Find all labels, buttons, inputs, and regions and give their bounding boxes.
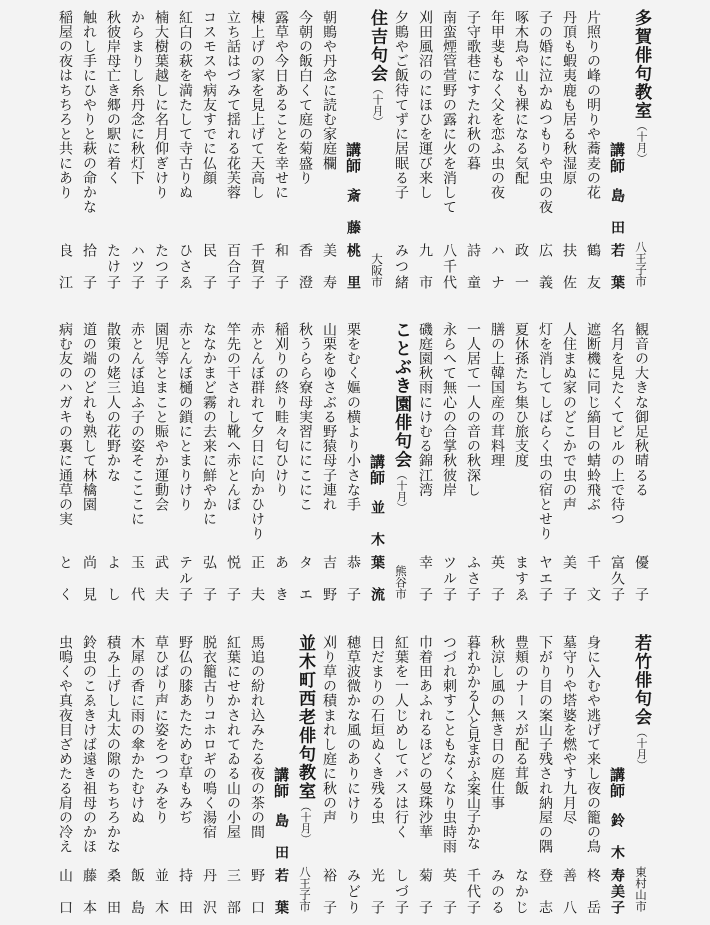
haiku-author: 詩童 (465, 243, 481, 289)
haiku-entry (317, 0, 341, 300)
haiku-author: タエ (297, 555, 313, 601)
haiku-author: 正夫 (249, 555, 265, 601)
haiku-author: 幸子 (417, 555, 433, 601)
group-title-text: 並木町西老俳句教室 (295, 634, 315, 801)
haiku-entry (197, 0, 221, 300)
haiku-entry (533, 625, 557, 925)
haiku-text: 日だまりの石垣ぬくき残る虫 (369, 635, 385, 825)
haiku-entry (317, 625, 341, 925)
haiku-author: ますゑ (513, 555, 529, 601)
teacher-label: 講師 (344, 142, 362, 174)
haiku-text: 稲刈りの終り畦々匂ひけり (273, 322, 289, 498)
haiku-text: 人住まぬ家のどこかで虫の声 (561, 322, 577, 512)
haiku-text: 虫鳴くや真夜目ざめたる肩の冷え (57, 635, 73, 854)
haiku-author: 鶴友 (585, 243, 601, 289)
haiku-entry (509, 625, 533, 925)
haiku-author: なかじ (513, 868, 529, 914)
teacher-given-name: 寿美子 (609, 868, 625, 914)
teacher-family-name: 鈴木 (609, 813, 625, 859)
haiku-entry (269, 312, 293, 612)
haiku-author: 百合子 (225, 243, 241, 289)
haiku-text: 赤とんぼ樋の鎖にとまりけり (177, 322, 193, 512)
haiku-author: 拾子 (81, 243, 97, 289)
haiku-author: 美寿 (321, 243, 337, 289)
haiku-author: 山口 (57, 868, 73, 914)
haiku-entry (245, 625, 269, 925)
haiku-text: 紅白の萩を満たして寺古りぬ (177, 10, 193, 200)
haiku-author: みのる (489, 868, 505, 914)
haiku-author: よし (105, 555, 121, 601)
haiku-entry (149, 625, 173, 925)
haiku-author: 扶佐 (561, 243, 577, 289)
haiku-author: 美子 (561, 555, 577, 601)
teacher-family-name: 島田 (609, 188, 625, 234)
page-band-top (53, 0, 653, 300)
haiku-text: 啄木鳥や山も裸になる気配 (513, 10, 529, 186)
haiku-text: 露草や今日あることを幸せに (273, 10, 289, 200)
haiku-entry (125, 0, 149, 300)
group-heading (389, 312, 413, 612)
haiku-entry (485, 312, 509, 612)
haiku-text: 刈り草の積まれし庭に秋の声 (321, 635, 337, 825)
haiku-author: 恭子 (345, 555, 361, 601)
haiku-entry (293, 312, 317, 612)
month-label: （十月） (635, 726, 648, 771)
haiku-text: 草ひばり声に姿をつつみをり (153, 635, 169, 825)
haiku-text: 触れし手にひやりと萩の命かな (81, 10, 97, 215)
haiku-entry (461, 0, 485, 300)
haiku-author: ヤエ子 (537, 555, 553, 601)
haiku-entry (389, 625, 413, 925)
haiku-author: 玉代 (129, 555, 145, 601)
haiku-text: 刈田風沼のにほひを運び来し (417, 10, 433, 200)
haiku-entry (53, 625, 77, 925)
haiku-entry (197, 312, 221, 612)
group-title (365, 9, 389, 127)
group-heading (629, 625, 653, 925)
haiku-entry (125, 312, 149, 612)
haiku-entry (485, 625, 509, 925)
haiku-author: 飯島 (129, 868, 145, 914)
haiku-text: つづれ刺すこともなくなり虫時雨 (441, 635, 457, 854)
haiku-text: 穂草波微かな風のありにけり (345, 635, 361, 825)
haiku-entry (461, 625, 485, 925)
haiku-entry (389, 0, 413, 300)
haiku-entry (581, 625, 605, 925)
haiku-author: 弘子 (201, 555, 217, 601)
haiku-text: 紅葉にせかされてゐる山の小屋 (225, 635, 241, 840)
haiku-text: 積み上げし丸太の隙のちちろかな (105, 635, 121, 854)
haiku-author: 登志 (537, 868, 553, 914)
haiku-entry (221, 312, 245, 612)
haiku-text: 夕鵙やご飯待てずに居眠る子 (393, 10, 409, 200)
haiku-text: 秋涼し風の無き日の庭仕事 (489, 635, 505, 811)
haiku-entry (341, 312, 365, 612)
teacher-credit (365, 312, 389, 612)
haiku-author: 持田 (177, 868, 193, 914)
city-label: 熊谷市 (394, 564, 408, 599)
haiku-author: 広義 (537, 243, 553, 289)
haiku-author: 優子 (633, 555, 649, 601)
haiku-author: 英子 (441, 868, 457, 914)
city-label: 大阪市 (370, 252, 384, 287)
haiku-author: みどり (345, 868, 361, 914)
haiku-entry (605, 312, 629, 612)
haiku-text: 身に入むや逃げて来し夜の籠の鳥 (585, 635, 601, 854)
haiku-text: 子守歌巷にすたれ秋の暮 (465, 10, 481, 171)
haiku-text: 片照りの峰の明りや蕎麦の花 (585, 10, 601, 200)
haiku-entry (437, 625, 461, 925)
teacher-credit (605, 625, 629, 925)
haiku-author: とく (57, 555, 73, 601)
haiku-text: 秋彼岸母亡き郷の駅に着く (105, 10, 121, 186)
group-heading (629, 0, 653, 300)
haiku-author: たつ子 (153, 243, 169, 289)
haiku-author: 政一 (513, 243, 529, 289)
haiku-entry (77, 625, 101, 925)
group-title-text: 住吉句会 (367, 9, 387, 83)
haiku-text: 稲屋の夜はちちろと共にあり (57, 10, 73, 200)
haiku-author: ハナ (489, 243, 505, 289)
haiku-entry (557, 312, 581, 612)
teacher-label: 講師 (272, 767, 290, 799)
haiku-entry (341, 625, 365, 925)
haiku-entry (413, 312, 437, 612)
haiku-text: 丹頂も蝦夷鹿も居る秋湿原 (561, 10, 577, 186)
teacher-given-name: 若葉 (609, 243, 625, 289)
haiku-text: 楠大樹葉越しに名月仰ぎけり (153, 10, 169, 200)
haiku-entry (221, 0, 245, 300)
haiku-entry (221, 625, 245, 925)
haiku-text: 脱衣籠古りコホロギの鳴く湯宿 (201, 635, 217, 840)
haiku-text: 朝鵙や丹念に読む家庭欄 (321, 10, 337, 171)
haiku-author: 野口 (249, 868, 265, 914)
haiku-author: ツル子 (441, 555, 457, 601)
haiku-author: 英子 (489, 555, 505, 601)
haiku-entry (269, 0, 293, 300)
haiku-entry (101, 0, 125, 300)
haiku-text: 野仏の膝あたためむ草もみぢ (177, 635, 193, 825)
haiku-text: 赤とんぼ群れて夕日に向かひけり (249, 322, 265, 541)
haiku-entry (557, 625, 581, 925)
city-label: 八王子市 (634, 241, 648, 287)
haiku-text: 遮断機に同じ縞目の蜻蛉飛ぶ (585, 322, 601, 512)
haiku-text: 散策の姥三人の花野かな (105, 322, 121, 483)
teacher-given-name: 若葉 (273, 868, 289, 914)
haiku-text: 病む友のハガキの裏に通草の実 (57, 322, 73, 527)
haiku-author: 善八 (561, 868, 577, 914)
haiku-text: 栗をむく嫗の横より小さな手 (345, 322, 361, 512)
haiku-entry (173, 0, 197, 300)
haiku-text: 巾着田あふれるほどの曼珠沙華 (417, 635, 433, 840)
haiku-author: 八千代 (441, 243, 457, 289)
page-band-middle (53, 312, 653, 612)
teacher-family-name: 島田 (273, 813, 289, 859)
haiku-author: ひさゑ (177, 243, 193, 289)
haiku-author: ふさ子 (465, 555, 481, 601)
haiku-entry (293, 0, 317, 300)
haiku-entry (533, 312, 557, 612)
haiku-text: 南蛮煙管萱野の露に火を消して (441, 10, 457, 215)
haiku-author: 香澄 (297, 243, 313, 289)
group-title (629, 9, 653, 164)
haiku-entry (365, 625, 389, 925)
haiku-text: 馬追の紛れ込みたる夜の茶の間 (249, 635, 265, 840)
haiku-entry (485, 0, 509, 300)
haiku-entry (53, 312, 77, 612)
haiku-entry (581, 0, 605, 300)
haiku-author: しづ子 (393, 868, 409, 914)
haiku-text: 紅葉を一人じめしてバスは行く (393, 635, 409, 840)
haiku-entry (197, 625, 221, 925)
haiku-entry (173, 312, 197, 612)
haiku-author: 並木 (153, 868, 169, 914)
haiku-text: 名月を見たくてビルの上で待つ (609, 322, 625, 527)
haiku-entry (437, 312, 461, 612)
haiku-text: 暮れかかる人と見まがふ案山子かな (465, 635, 481, 850)
haiku-text: 子の婚に泣かぬつもりや虫の夜 (537, 10, 553, 215)
city-label: 東村山市 (634, 866, 648, 912)
haiku-text: 木犀の香に雨の傘かたむけぬ (129, 635, 145, 825)
month-label: （十月） (395, 469, 408, 513)
haiku-text: 永らへて無心の合掌秋彼岸 (441, 322, 457, 498)
haiku-author: 藤本 (81, 868, 97, 914)
teacher-credit (269, 625, 293, 925)
haiku-author: たけ子 (105, 243, 121, 289)
haiku-author: 尚見 (81, 555, 97, 601)
teacher-credit (605, 0, 629, 300)
teacher-credit (341, 0, 365, 300)
group-title-text: 多賀俳句教室 (631, 9, 651, 120)
haiku-entry (149, 0, 173, 300)
haiku-author: 悦子 (225, 555, 241, 601)
haiku-author: 民子 (201, 243, 217, 289)
haiku-entry (509, 312, 533, 612)
haiku-text: 鈴虫のこゑきけば遠き祖母のかほ (81, 635, 97, 854)
teacher-given-name: 葉流 (369, 555, 385, 601)
haiku-entry (173, 625, 197, 925)
teacher-label: 講師 (608, 142, 626, 174)
haiku-author: みつ緒 (393, 243, 409, 289)
teacher-label: 講師 (608, 767, 626, 799)
haiku-entry (629, 312, 653, 612)
month-label: （十月） (299, 800, 312, 845)
group-heading (365, 0, 389, 300)
haiku-author: 丹沢 (201, 868, 217, 914)
haiku-entry (53, 0, 77, 300)
haiku-entry (557, 0, 581, 300)
haiku-entry (413, 0, 437, 300)
month-label: （十月） (371, 83, 384, 127)
haiku-text: 一人居て一人の音の秋深し (465, 322, 481, 498)
page-band-bottom (53, 625, 653, 925)
haiku-text: 下がり目の案山子残され納屋の隅 (537, 635, 553, 854)
haiku-author: 菊子 (417, 868, 433, 914)
haiku-text: ななかまど霧の去来に鮮やかに (201, 322, 217, 527)
group-title (629, 634, 653, 771)
haiku-entry (317, 312, 341, 612)
city-label: 八王子市 (298, 866, 312, 912)
haiku-text: 膳の上韓国産の茸料理 (489, 322, 505, 468)
haiku-text: 磯庭園秋雨にけむる錦江湾 (417, 322, 433, 498)
group-heading (293, 625, 317, 925)
haiku-entry (461, 312, 485, 612)
haiku-author: 良江 (57, 243, 73, 289)
haiku-entry (413, 625, 437, 925)
haiku-text: 竿先の干されし靴へ赤とんぼ (225, 322, 241, 512)
haiku-text: 今朝の飯白くて庭の菊盛り (297, 10, 313, 186)
haiku-author: 九市 (417, 243, 433, 289)
teacher-given-name: 桃里 (345, 243, 361, 289)
teacher-label: 講師 (368, 454, 386, 486)
group-title (293, 634, 317, 845)
haiku-text: 豊頬のナースが配る茸飯 (513, 635, 529, 796)
haiku-text: 立ち話はづみて揺れる花芙蓉 (225, 10, 241, 200)
haiku-text: 園児等とまこと賑やか運動会 (153, 322, 169, 512)
haiku-entry (77, 312, 101, 612)
haiku-entry (581, 312, 605, 612)
haiku-text: 棟上げの家を見上げて天高し (249, 10, 265, 200)
haiku-author: 千文 (585, 555, 601, 601)
haiku-text: 道の端のどれも熟して林檎園 (81, 322, 97, 512)
haiku-entry (509, 0, 533, 300)
month-label: （十月） (635, 120, 648, 164)
haiku-entry (437, 0, 461, 300)
haiku-author: 千賀子 (249, 243, 265, 289)
haiku-entry (77, 0, 101, 300)
haiku-entry (101, 625, 125, 925)
haiku-text: コスモスや病友すでに仏顔 (201, 10, 217, 186)
group-title-text: ことぶき園俳句会 (391, 321, 411, 469)
haiku-entry (149, 312, 173, 612)
haiku-author: 和子 (273, 243, 289, 289)
teacher-family-name: 並木 (369, 500, 385, 546)
haiku-entry (533, 0, 557, 300)
group-title (389, 321, 413, 513)
haiku-text: からまりし糸丹念に秋灯下 (129, 10, 145, 186)
haiku-author: 光子 (369, 868, 385, 914)
haiku-author: 桑田 (105, 868, 121, 914)
haiku-text: 年甲斐もなく父を恋ふ虫の夜 (489, 10, 505, 200)
haiku-text: 秋うらら寮母実習ににこにこ (297, 322, 313, 512)
haiku-text: 夏休孫たち集ひ旅支度 (513, 322, 529, 468)
haiku-author: 裕子 (321, 868, 337, 914)
haiku-entry (101, 312, 125, 612)
haiku-author: あき (273, 555, 289, 601)
haiku-entry (125, 625, 149, 925)
haiku-text: 観音の大きな御足秋晴るる (633, 322, 649, 498)
haiku-author: 千代子 (465, 868, 481, 914)
teacher-family-name: 斎藤 (345, 188, 361, 234)
haiku-author: 武夫 (153, 555, 169, 601)
haiku-text: 赤とんぼ追ふ子の姿そこここに (129, 322, 145, 527)
haiku-author: 富久子 (609, 555, 625, 601)
haiku-text: 墓守りや塔婆を燃やす九月尽 (561, 635, 577, 825)
haiku-text: 山栗をゆさぶる野猿母子連れ (321, 322, 337, 512)
haiku-entry (245, 312, 269, 612)
group-title-text: 若竹俳句会 (631, 634, 651, 727)
haiku-author: テル子 (177, 555, 193, 601)
haiku-author: 柊岳 (585, 868, 601, 914)
haiku-author: 三部 (225, 868, 241, 914)
haiku-author: 吉野 (321, 555, 337, 601)
haiku-author: ハツ子 (129, 243, 145, 289)
haiku-text: 灯を消してしばらく虫の宿とせり (537, 322, 553, 541)
haiku-entry (245, 0, 269, 300)
